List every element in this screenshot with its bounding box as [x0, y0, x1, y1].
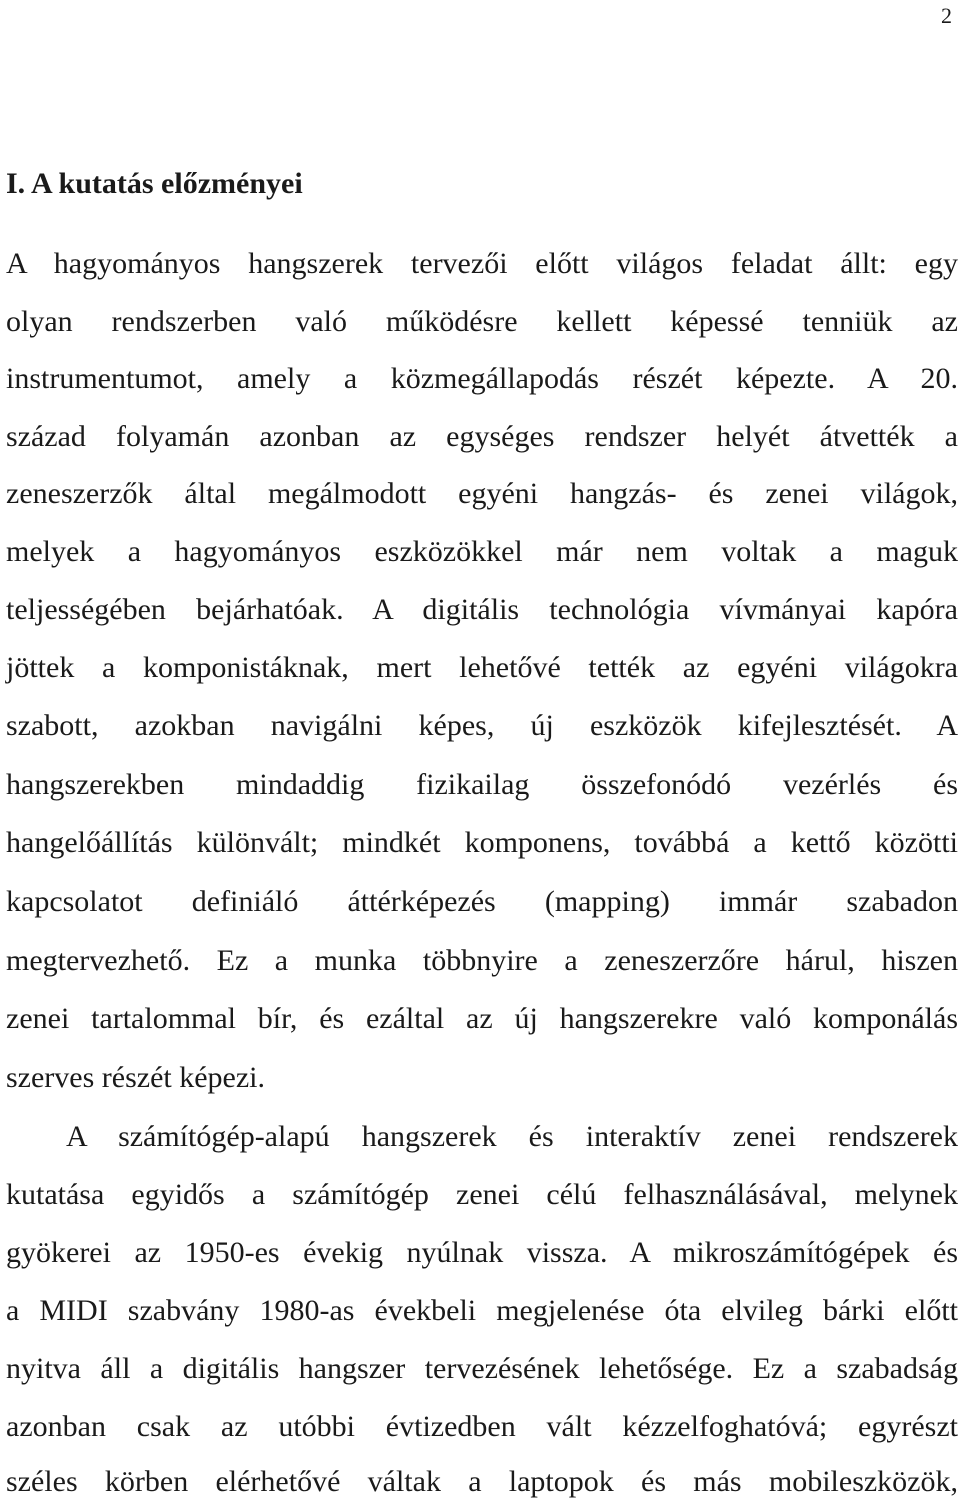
paragraph-line: nyitva áll a digitális hangszer tervezésének lehetősége. Ez a szabadság [6, 1352, 958, 1385]
paragraph-line: hangelőállítás különvált; mindkét komponens, továbbá a kettő közötti [6, 826, 958, 859]
paragraph-line: zeneszerzők által megálmodott egyéni hangzás- és zenei világok, [6, 477, 958, 510]
paragraph-line: kutatása egyidős a számítógép zenei célú felhasználásával, melynek [6, 1178, 958, 1211]
paragraph-line: jöttek a komponistáknak, mert lehetővé tették az egyéni világokra [6, 651, 958, 684]
paragraph-line: azonban csak az utóbbi évtizedben vált kézzelfoghatóvá; egyrészt [6, 1410, 958, 1443]
section-heading: I. A kutatás előzményei [6, 167, 303, 200]
paragraph-line: A hagyományos hangszerek tervezői előtt világos feladat állt: egy [6, 247, 958, 280]
paragraph-line: szerves részét képezi. [6, 1061, 266, 1094]
paragraph-line: szabott, azokban navigálni képes, új eszközök kifejlesztését. A [6, 709, 958, 742]
paragraph-line: olyan rendszerben való működésre kellett képessé tenniük az [6, 305, 958, 338]
paragraph-line: instrumentumot, amely a közmegállapodás részét képezte. A 20. [6, 362, 958, 395]
paragraph-line: kapcsolatot definiáló áttérképezés (mapping) immár szabadon [6, 885, 958, 918]
paragraph-line: zenei tartalommal bír, és ezáltal az új hangszerekre való komponálás [6, 1002, 958, 1035]
paragraph-line: század folyamán azonban az egységes rendszer helyét átvették a [6, 420, 958, 453]
paragraph-line: megtervezhető. Ez a munka többnyire a zeneszerzőre hárul, hiszen [6, 944, 958, 977]
paragraph-line: hangszerekben mindaddig fizikailag összefonódó vezérlés és [6, 768, 958, 801]
page-number: 2 [941, 3, 952, 28]
paragraph-line: széles körben elérhetővé váltak a laptopok és más mobileszközök, [6, 1465, 958, 1498]
paragraph-line: teljességében bejárhatóak. A digitális technológia vívmányai kapóra [6, 593, 958, 626]
paragraph-line: gyökerei az 1950-es évekig nyúlnak vissza. A mikroszámítógépek és [6, 1236, 958, 1269]
paragraph-line: A számítógép-alapú hangszerek és interaktív zenei rendszerek [66, 1120, 958, 1153]
paragraph-line: melyek a hagyományos eszközökkel már nem voltak a maguk [6, 535, 958, 568]
paragraph-line: a MIDI szabvány 1980-as évekbeli megjelenése óta elvileg bárki előtt [6, 1294, 958, 1327]
